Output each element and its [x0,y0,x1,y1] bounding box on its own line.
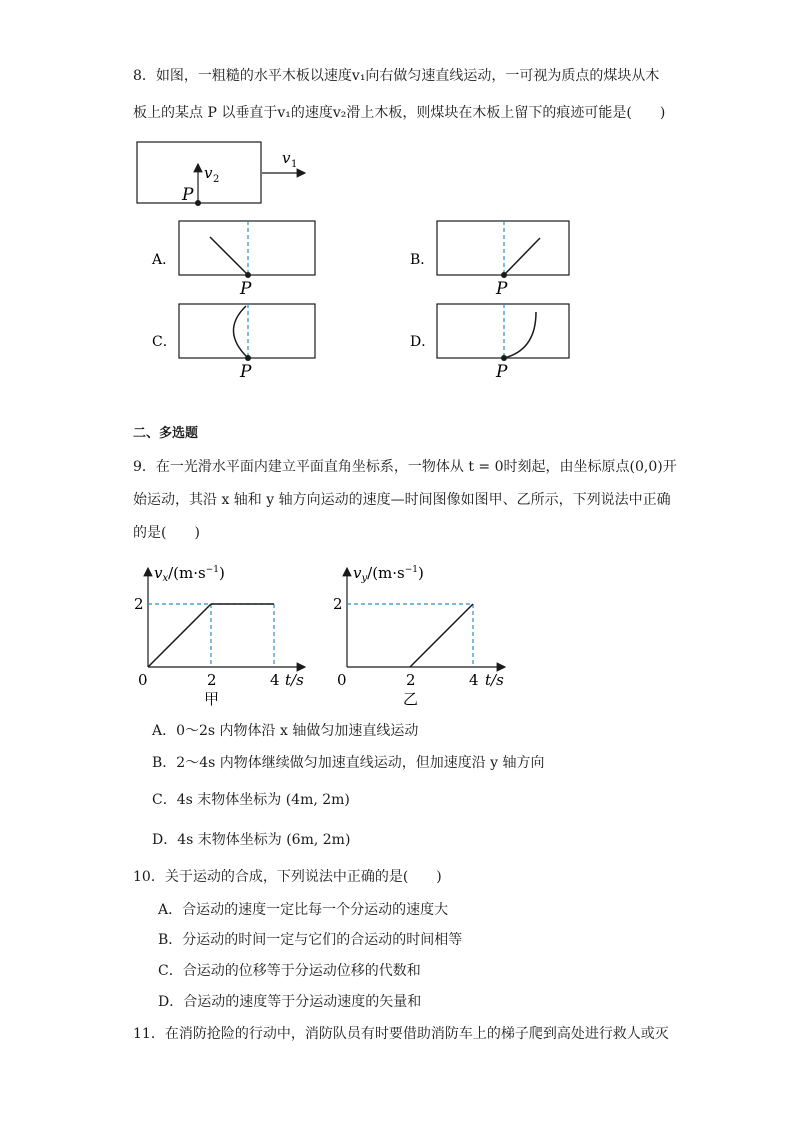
q10-option-b: B．分运动的时间一定与它们的合运动的时间相等 [158,932,463,948]
chart2-segment-1 [410,604,473,667]
p-label: P [182,185,194,205]
svg-text:P: P [240,362,252,382]
section-title: 二、多选题 [133,426,199,441]
q11-line-1: 11．在消防抢险的行动中，消防队员有时要借助消防车上的梯子爬到高处进行救人或灭 [133,1026,669,1042]
q10-option-a: A．合运动的速度一定比每一个分运动的速度大 [158,902,449,918]
chart1-segment-1 [148,604,211,667]
q9-option-d: D．4s 末物体坐标为 (6m, 2m) [152,832,351,848]
chart2-y-tick-2: 2 [333,595,343,613]
v2-label: v [204,164,213,182]
chart2-x-label: t/s [485,671,504,689]
q10-stem: 10．关于运动的合成，下列说法中正确的是( ) [133,869,442,885]
chart2-y-label: $v_y/(m\cdot s^{-1})$ [353,564,424,584]
chart2-x-tick-4: 4 [469,671,479,689]
q8-line-2: 板上的某点 P 以垂直于v₁的速度v₂滑上木板，则煤块在木板上留下的痕迹可能是( ) [133,105,666,121]
q10-option-d: D．合运动的速度等于分运动速度的矢量和 [158,994,422,1010]
svg-text:P: P [240,279,252,299]
v2-sub: 2 [213,174,220,185]
chart2-caption: 乙 [403,690,419,708]
chart2-x-tick-0: 0 [337,671,347,689]
v1-sub: 1 [291,159,298,170]
option-a-label: A． [152,252,177,268]
q9-option-b: B．2～4s 内物体继续做匀加速直线运动，但加速度沿 y 轴方向 [152,755,545,771]
q9-line-1: 9．在一光滑水平面内建立平面直角坐标系，一物体从 t = 0时刻起，由坐标原点(0,0)开 [133,459,677,475]
q9-line-2: 始运动，其沿 x 轴和 y 轴方向运动的速度—时间图像如图甲、乙所示，下列说法中正确 [133,492,671,508]
svg-text:P: P [496,362,508,382]
q10-option-c: C．合运动的位移等于分运动位移的代数和 [158,963,421,979]
chart2-x-tick-2: 2 [406,671,416,689]
chart1-y-label: $v_x/(m\cdot s^{-1})$ [154,564,225,584]
chart1-x-tick-4: 4 [270,671,280,689]
chart1-x-tick-0: 0 [138,671,148,689]
q9-option-c: C．4s 末物体坐标为 (4m, 2m) [152,792,350,808]
q9-option-a: A．0～2s 内物体沿 x 轴做匀加速直线运动 [152,723,419,739]
chart1-x-label: t/s [285,671,304,689]
option-b-label: B． [410,252,435,268]
svg-text:P: P [496,279,508,299]
option-c-label: C． [152,334,177,350]
v1-label: v [282,149,291,167]
option-d-label: D． [410,334,436,350]
chart1-y-tick-2: 2 [134,595,144,613]
chart1-x-tick-2: 2 [207,671,217,689]
q9-line-3: 的是( ) [133,525,200,541]
q8-line-1: 8．如图，一粗糙的水平木板以速度v₁向右做匀速直线运动，一可视为质点的煤块从木 [133,68,660,84]
chart1-caption: 甲 [204,690,220,708]
